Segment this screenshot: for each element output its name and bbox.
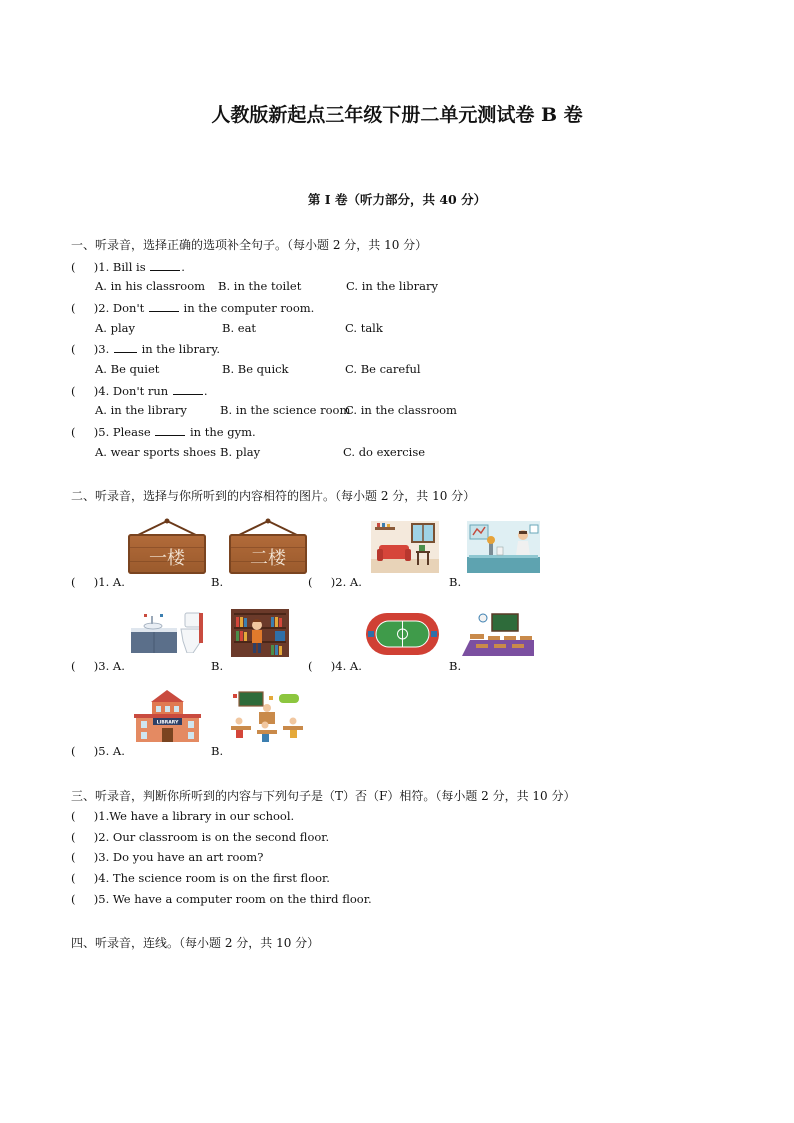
sign-label: 二楼 bbox=[250, 548, 286, 569]
question-stem: )2. Don't bbox=[93, 301, 145, 315]
answer-blank bbox=[155, 424, 185, 436]
option-b-label: B. bbox=[449, 575, 462, 589]
option-a: A. wear sports shoes bbox=[95, 445, 217, 459]
option-b: B. in the science room bbox=[220, 403, 351, 417]
tf-item-3 bbox=[71, 850, 263, 864]
s2-question-3 bbox=[71, 659, 125, 673]
question-tail: in the gym. bbox=[190, 425, 256, 439]
question-tail: . bbox=[203, 384, 208, 398]
paren: ( bbox=[71, 809, 76, 823]
question-tail: . bbox=[181, 260, 185, 274]
classroom-image bbox=[462, 612, 534, 656]
option-b-label: B. bbox=[449, 659, 462, 673]
living-room-image bbox=[371, 521, 439, 573]
question-label: )2. A. bbox=[330, 575, 362, 589]
floor-two-sign-image bbox=[229, 518, 307, 576]
tf-item-4 bbox=[71, 871, 330, 885]
question-5 bbox=[71, 424, 256, 439]
paren: ( bbox=[71, 342, 76, 356]
paren: ( bbox=[308, 659, 313, 673]
option-b: B. in the toilet bbox=[218, 279, 302, 293]
tf-statement: )4. The science room is on the first floor. bbox=[93, 871, 330, 885]
question-2 bbox=[71, 300, 314, 315]
paren: ( bbox=[71, 744, 76, 758]
option-a: A. in the library bbox=[95, 403, 187, 417]
paren: ( bbox=[71, 830, 76, 844]
paren: ( bbox=[71, 260, 76, 274]
option-b: B. play bbox=[220, 445, 261, 459]
option-a: A. in his classroom bbox=[95, 279, 206, 293]
tf-item-1 bbox=[71, 809, 294, 823]
library-sign-text: LIBRARY bbox=[156, 720, 179, 726]
section-3-heading: 三、听录音，判断你所听到的内容与下列句子是（T）否（F）相符。（每小题 2 分，共 10 分） bbox=[71, 789, 576, 803]
question-label: )4. A. bbox=[330, 659, 362, 673]
tf-statement: )2. Our classroom is on the second floor. bbox=[93, 830, 330, 844]
option-a: A. play bbox=[95, 321, 136, 335]
option-c: C. do exercise bbox=[343, 445, 426, 459]
question-stem: )3. bbox=[93, 342, 110, 356]
classroom-activity-image bbox=[229, 690, 305, 744]
section-2-heading: 二、听录音，选择与你所听到的内容相符的图片。（每小题 2 分，共 10 分） bbox=[71, 489, 476, 503]
question-label: )5. A. bbox=[93, 744, 125, 758]
page-title: 人教版新起点三年级下册二单元测试卷 B 卷 bbox=[211, 104, 583, 126]
paren: ( bbox=[71, 425, 76, 439]
option-c: C. Be careful bbox=[345, 362, 421, 376]
s2-question-1 bbox=[71, 575, 125, 589]
option-b-label: B. bbox=[211, 575, 224, 589]
floor-one-sign-image bbox=[128, 518, 206, 576]
question-stem: )1. Bill is bbox=[93, 260, 146, 274]
question-stem: )5. Please bbox=[93, 425, 151, 439]
part-title: 第 I 卷（听力部分，共 40 分） bbox=[307, 192, 487, 207]
option-b: B. Be quick bbox=[222, 362, 289, 376]
paren: ( bbox=[71, 575, 76, 589]
s2-question-2 bbox=[308, 575, 362, 589]
paren: ( bbox=[308, 575, 313, 589]
answer-blank bbox=[114, 341, 137, 353]
answer-blank bbox=[150, 259, 180, 271]
paren: ( bbox=[71, 850, 76, 864]
paren: ( bbox=[71, 871, 76, 885]
tf-item-5 bbox=[71, 892, 372, 906]
paren: ( bbox=[71, 659, 76, 673]
option-c: C. in the classroom bbox=[345, 403, 457, 417]
question-3 bbox=[71, 341, 220, 356]
paren: ( bbox=[71, 892, 76, 906]
option-a: A. Be quiet bbox=[95, 362, 160, 376]
s2-question-5 bbox=[71, 744, 125, 758]
question-label: )3. A. bbox=[93, 659, 125, 673]
paren: ( bbox=[71, 301, 76, 315]
paren: ( bbox=[71, 384, 76, 398]
question-stem: )4. Don't run bbox=[93, 384, 169, 398]
tf-item-2 bbox=[71, 830, 329, 844]
answer-blank bbox=[149, 300, 179, 312]
option-c: C. in the library bbox=[346, 279, 438, 293]
section-1-heading: 一、听录音，选择正确的选项补全句子。（每小题 2 分，共 10 分） bbox=[71, 238, 428, 252]
tf-statement: )5. We have a computer room on the third floor. bbox=[93, 892, 372, 906]
option-c: C. talk bbox=[345, 321, 383, 335]
option-b-label: B. bbox=[211, 744, 224, 758]
question-tail: in the library. bbox=[141, 342, 220, 356]
library-building-image bbox=[134, 688, 201, 744]
toilet-room-image bbox=[131, 611, 203, 653]
option-b-label: B. bbox=[211, 659, 224, 673]
playground-image bbox=[366, 613, 439, 655]
science-room-image bbox=[467, 521, 540, 573]
question-label: )1. A. bbox=[93, 575, 125, 589]
question-tail: in the computer room. bbox=[183, 301, 315, 315]
tf-statement: )3. Do you have an art room? bbox=[93, 850, 264, 864]
s2-question-4 bbox=[308, 659, 362, 673]
section-4-heading: 四、听录音，连线。（每小题 2 分，共 10 分） bbox=[71, 936, 320, 950]
option-b: B. eat bbox=[222, 321, 257, 335]
question-1 bbox=[71, 259, 185, 274]
tf-statement: )1.We have a library in our school. bbox=[93, 809, 295, 823]
sign-label: 一楼 bbox=[149, 548, 185, 569]
answer-blank bbox=[173, 383, 203, 395]
question-4 bbox=[71, 383, 208, 398]
library-room-image bbox=[231, 609, 289, 657]
